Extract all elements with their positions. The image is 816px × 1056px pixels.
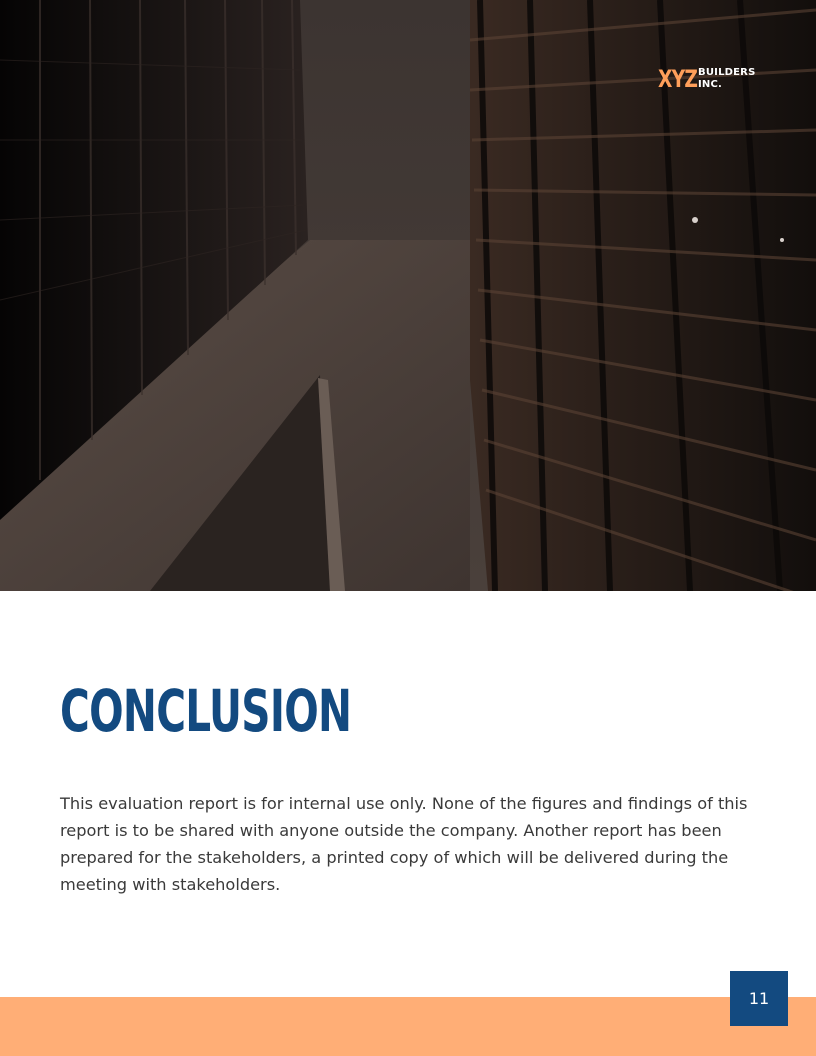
page-title: CONCLUSION — [60, 677, 352, 745]
logo-wordmark — [698, 67, 755, 91]
page-number: 11 — [748, 989, 770, 1008]
body-paragraph: This evaluation report is for internal use only. None of the figures and findings of this report is to be shared with anyone outside the company. Another report has been prepared for the stakeholders, a printed copy of which will be delivered during the meeting with stakeholders. — [60, 794, 748, 894]
logo-line-1: BUILDERS — [698, 67, 756, 78]
footer-bar — [0, 997, 816, 1056]
logo-mark: XYZ — [658, 65, 698, 93]
logo-line-2: INC. — [698, 79, 723, 90]
company-logo — [658, 64, 755, 94]
page-number-badge — [730, 971, 788, 1026]
